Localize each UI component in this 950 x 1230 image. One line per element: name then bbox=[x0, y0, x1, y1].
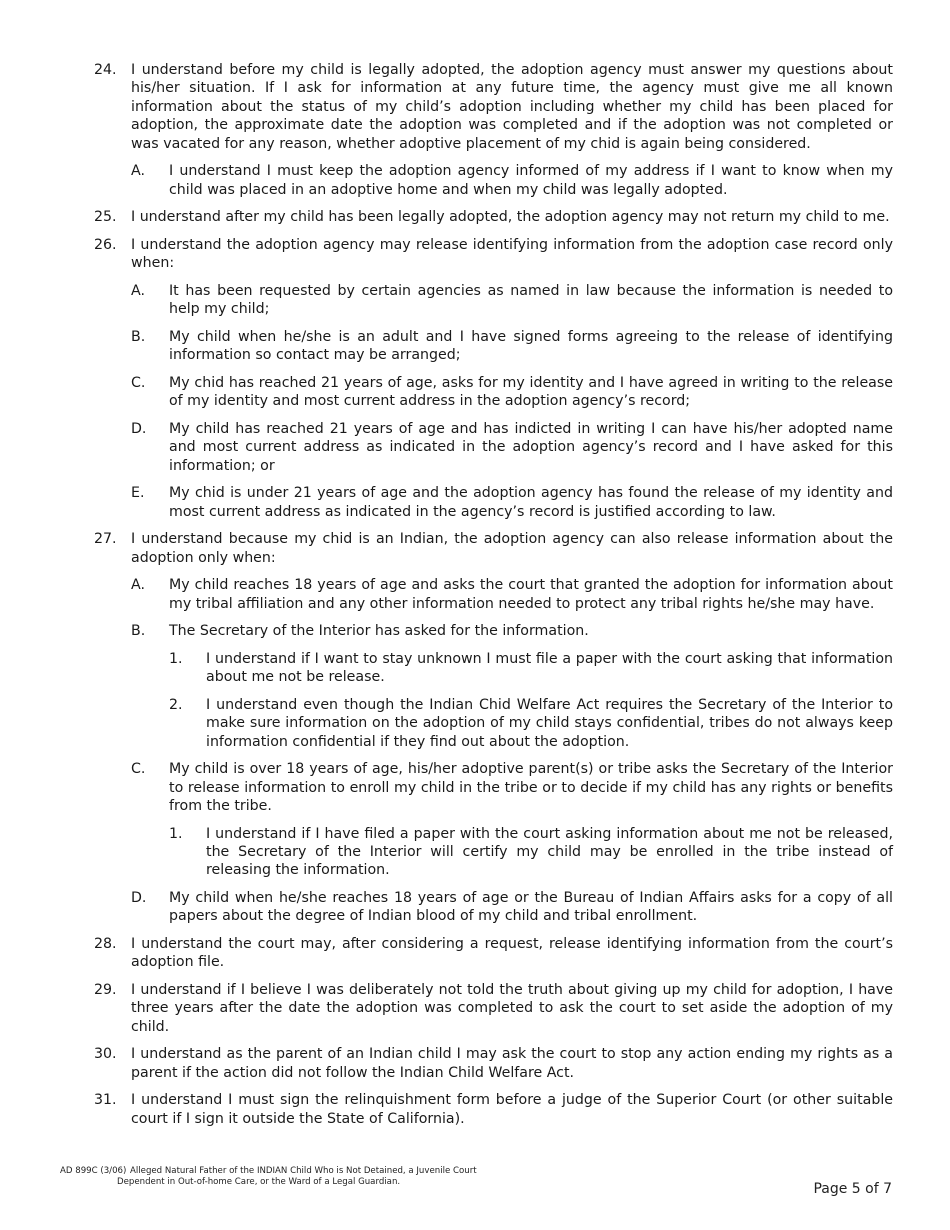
item-text: I understand if I believe I was deliberately not told the truth about giving up my child for adoption, I have three years after the date the adoption was completed to ask the court to set aside the adoption of my child. bbox=[131, 982, 893, 1035]
sub-item-26d bbox=[131, 420, 893, 475]
sub-item-text: My child is over 18 years of age, his/her adoptive parent(s) or tribe asks the Secretary of the Interior to release information to enroll my child in the tribe or to decide if my child has any rights or benefits from the tribe. bbox=[169, 761, 893, 815]
sub-item-text: My child has reached 21 years of age and has indicted in writing I can have his/her adopted name and most current address as indicated in the adoption agency’s record and I have asked for this information; or bbox=[169, 420, 893, 474]
item-text: I understand after my child has been legally adopted, the adoption agency may not return my child to me. bbox=[131, 209, 890, 226]
list-item-29 bbox=[94, 981, 893, 1036]
form-code: AD 899C (3/06) bbox=[60, 1166, 127, 1176]
item-number: 29. bbox=[94, 982, 117, 999]
sub-item-26b bbox=[131, 328, 893, 365]
sub-item-text: My child when he/she is an adult and I have signed forms agreeing to the release of identifying information so contact may be arranged; bbox=[169, 328, 893, 364]
sub-item-letter: A. bbox=[131, 282, 145, 299]
sub-item-text: The Secretary of the Interior has asked for the information. bbox=[169, 623, 589, 640]
form-title-line2: Dependent in Out-of-home Care, or the Ward of a Legal Guardian. bbox=[117, 1177, 401, 1187]
item-text: I understand as the parent of an Indian child I may ask the court to stop any action ending my rights as a parent if the action did not follow the Indian Child Welfare Act. bbox=[131, 1046, 893, 1081]
sub-sub-item-number: 1. bbox=[169, 825, 183, 842]
item-text: I understand the court may, after considering a request, release identifying information from the court’s adoption file. bbox=[131, 936, 893, 971]
item-number: 27. bbox=[94, 531, 117, 548]
item-number: 31. bbox=[94, 1092, 117, 1109]
sub-item-letter: B. bbox=[131, 623, 146, 640]
list-item-31 bbox=[94, 1091, 893, 1128]
sub-item-27a bbox=[131, 576, 893, 613]
item-number: 24. bbox=[94, 62, 117, 78]
item-number: 30. bbox=[94, 1046, 117, 1063]
sub-item-text: My chid has reached 21 years of age, asks for my identity and I have agreed in writing to the release of my identity and most current address in the adoption agency’s record; bbox=[169, 374, 893, 410]
list-item-26 bbox=[94, 236, 893, 521]
sub-item-text: It has been requested by certain agencies as named in law because the information is needed to help my child; bbox=[169, 282, 893, 318]
sub-sub-item-27b2 bbox=[169, 696, 893, 751]
item-number: 28. bbox=[94, 936, 117, 953]
sub-item-letter: B. bbox=[131, 328, 146, 345]
sub-item-26c bbox=[131, 374, 893, 411]
sub-item-27d bbox=[131, 889, 893, 926]
list-item-28 bbox=[94, 935, 893, 972]
list-item-27 bbox=[94, 530, 893, 926]
sub-item-24a bbox=[131, 162, 893, 199]
document-body bbox=[94, 61, 893, 1137]
item-number: 25. bbox=[94, 209, 117, 226]
sub-item-letter: A. bbox=[131, 163, 145, 180]
sub-item-text: My chid is under 21 years of age and the adoption agency has found the release of my identity and most current address as indicated in the agency’s record is justified according to law. bbox=[169, 485, 893, 520]
sub-sub-item-text: I understand if I want to stay unknown I must file a paper with the court asking that information about me not be release. bbox=[206, 650, 893, 686]
page-number: Page 5 of 7 bbox=[813, 1181, 892, 1197]
sub-sub-item-27b1 bbox=[169, 650, 893, 687]
sub-item-text: I understand I must keep the adoption agency informed of my address if I want to know when my child was placed in an adoptive home and when my child was legally adopted. bbox=[169, 163, 893, 198]
list-item-30 bbox=[94, 1045, 893, 1082]
item-text: I understand I must sign the relinquishment form before a judge of the Superior Court (or other suitable court if I sign it outside the State of California). bbox=[131, 1092, 893, 1127]
item-text: I understand before my child is legally adopted, the adoption agency must answer my questions about his/her situation. If I ask for information at any future time, the agency must give me all known information about the status of my child’s adoption including whether my child has been placed for adoption, the approximate date the adoption was completed and if the adoption was not completed or was vacated for any reason, whether adoptive placement of my chid is again being considered. bbox=[131, 62, 893, 152]
sub-item-letter: C. bbox=[131, 761, 146, 778]
sub-item-letter: E. bbox=[131, 485, 145, 502]
form-title-line1: Alleged Natural Father of the INDIAN Child Who is Not Detained, a Juvenile Court bbox=[130, 1166, 477, 1176]
list-item-24 bbox=[94, 61, 893, 199]
sub-item-text: My child when he/she reaches 18 years of age or the Bureau of Indian Affairs asks for a copy of all papers about the degree of Indian blood of my child and tribal enrollment. bbox=[169, 890, 893, 925]
list-item-25 bbox=[94, 208, 893, 226]
sub-item-27c bbox=[131, 760, 893, 880]
sub-item-27b bbox=[131, 622, 893, 751]
sub-item-letter: C. bbox=[131, 374, 146, 391]
sub-item-text: My child reaches 18 years of age and asks the court that granted the adoption for information about my tribal affiliation and any other information needed to protect any tribal rights he/she may have. bbox=[169, 577, 893, 612]
sub-item-26e bbox=[131, 484, 893, 521]
item-text: I understand because my chid is an Indian, the adoption agency can also release information about the adoption only when: bbox=[131, 531, 893, 566]
sub-sub-item-text: I understand if I have filed a paper with the court asking information about me not be released, the Secretary of the Interior will certify my child may be enrolled in the tribe instead of releasing the information. bbox=[206, 825, 893, 879]
item-number: 26. bbox=[94, 236, 117, 253]
sub-item-letter: D. bbox=[131, 890, 147, 907]
sub-item-26a bbox=[131, 282, 893, 319]
form-footer bbox=[60, 1166, 477, 1188]
sub-sub-item-number: 2. bbox=[169, 696, 183, 713]
sub-sub-item-text: I understand even though the Indian Chid Welfare Act requires the Secretary of the Interior to make sure information on the adoption of my child stays confidential, tribes do not always keep information confidential if they find out about the adoption. bbox=[206, 696, 893, 750]
item-text: I understand the adoption agency may release identifying information from the adoption case record only when: bbox=[131, 236, 893, 272]
sub-item-letter: D. bbox=[131, 420, 147, 437]
sub-item-letter: A. bbox=[131, 577, 145, 594]
sub-sub-item-27c1 bbox=[169, 825, 893, 880]
sub-sub-item-number: 1. bbox=[169, 650, 183, 667]
